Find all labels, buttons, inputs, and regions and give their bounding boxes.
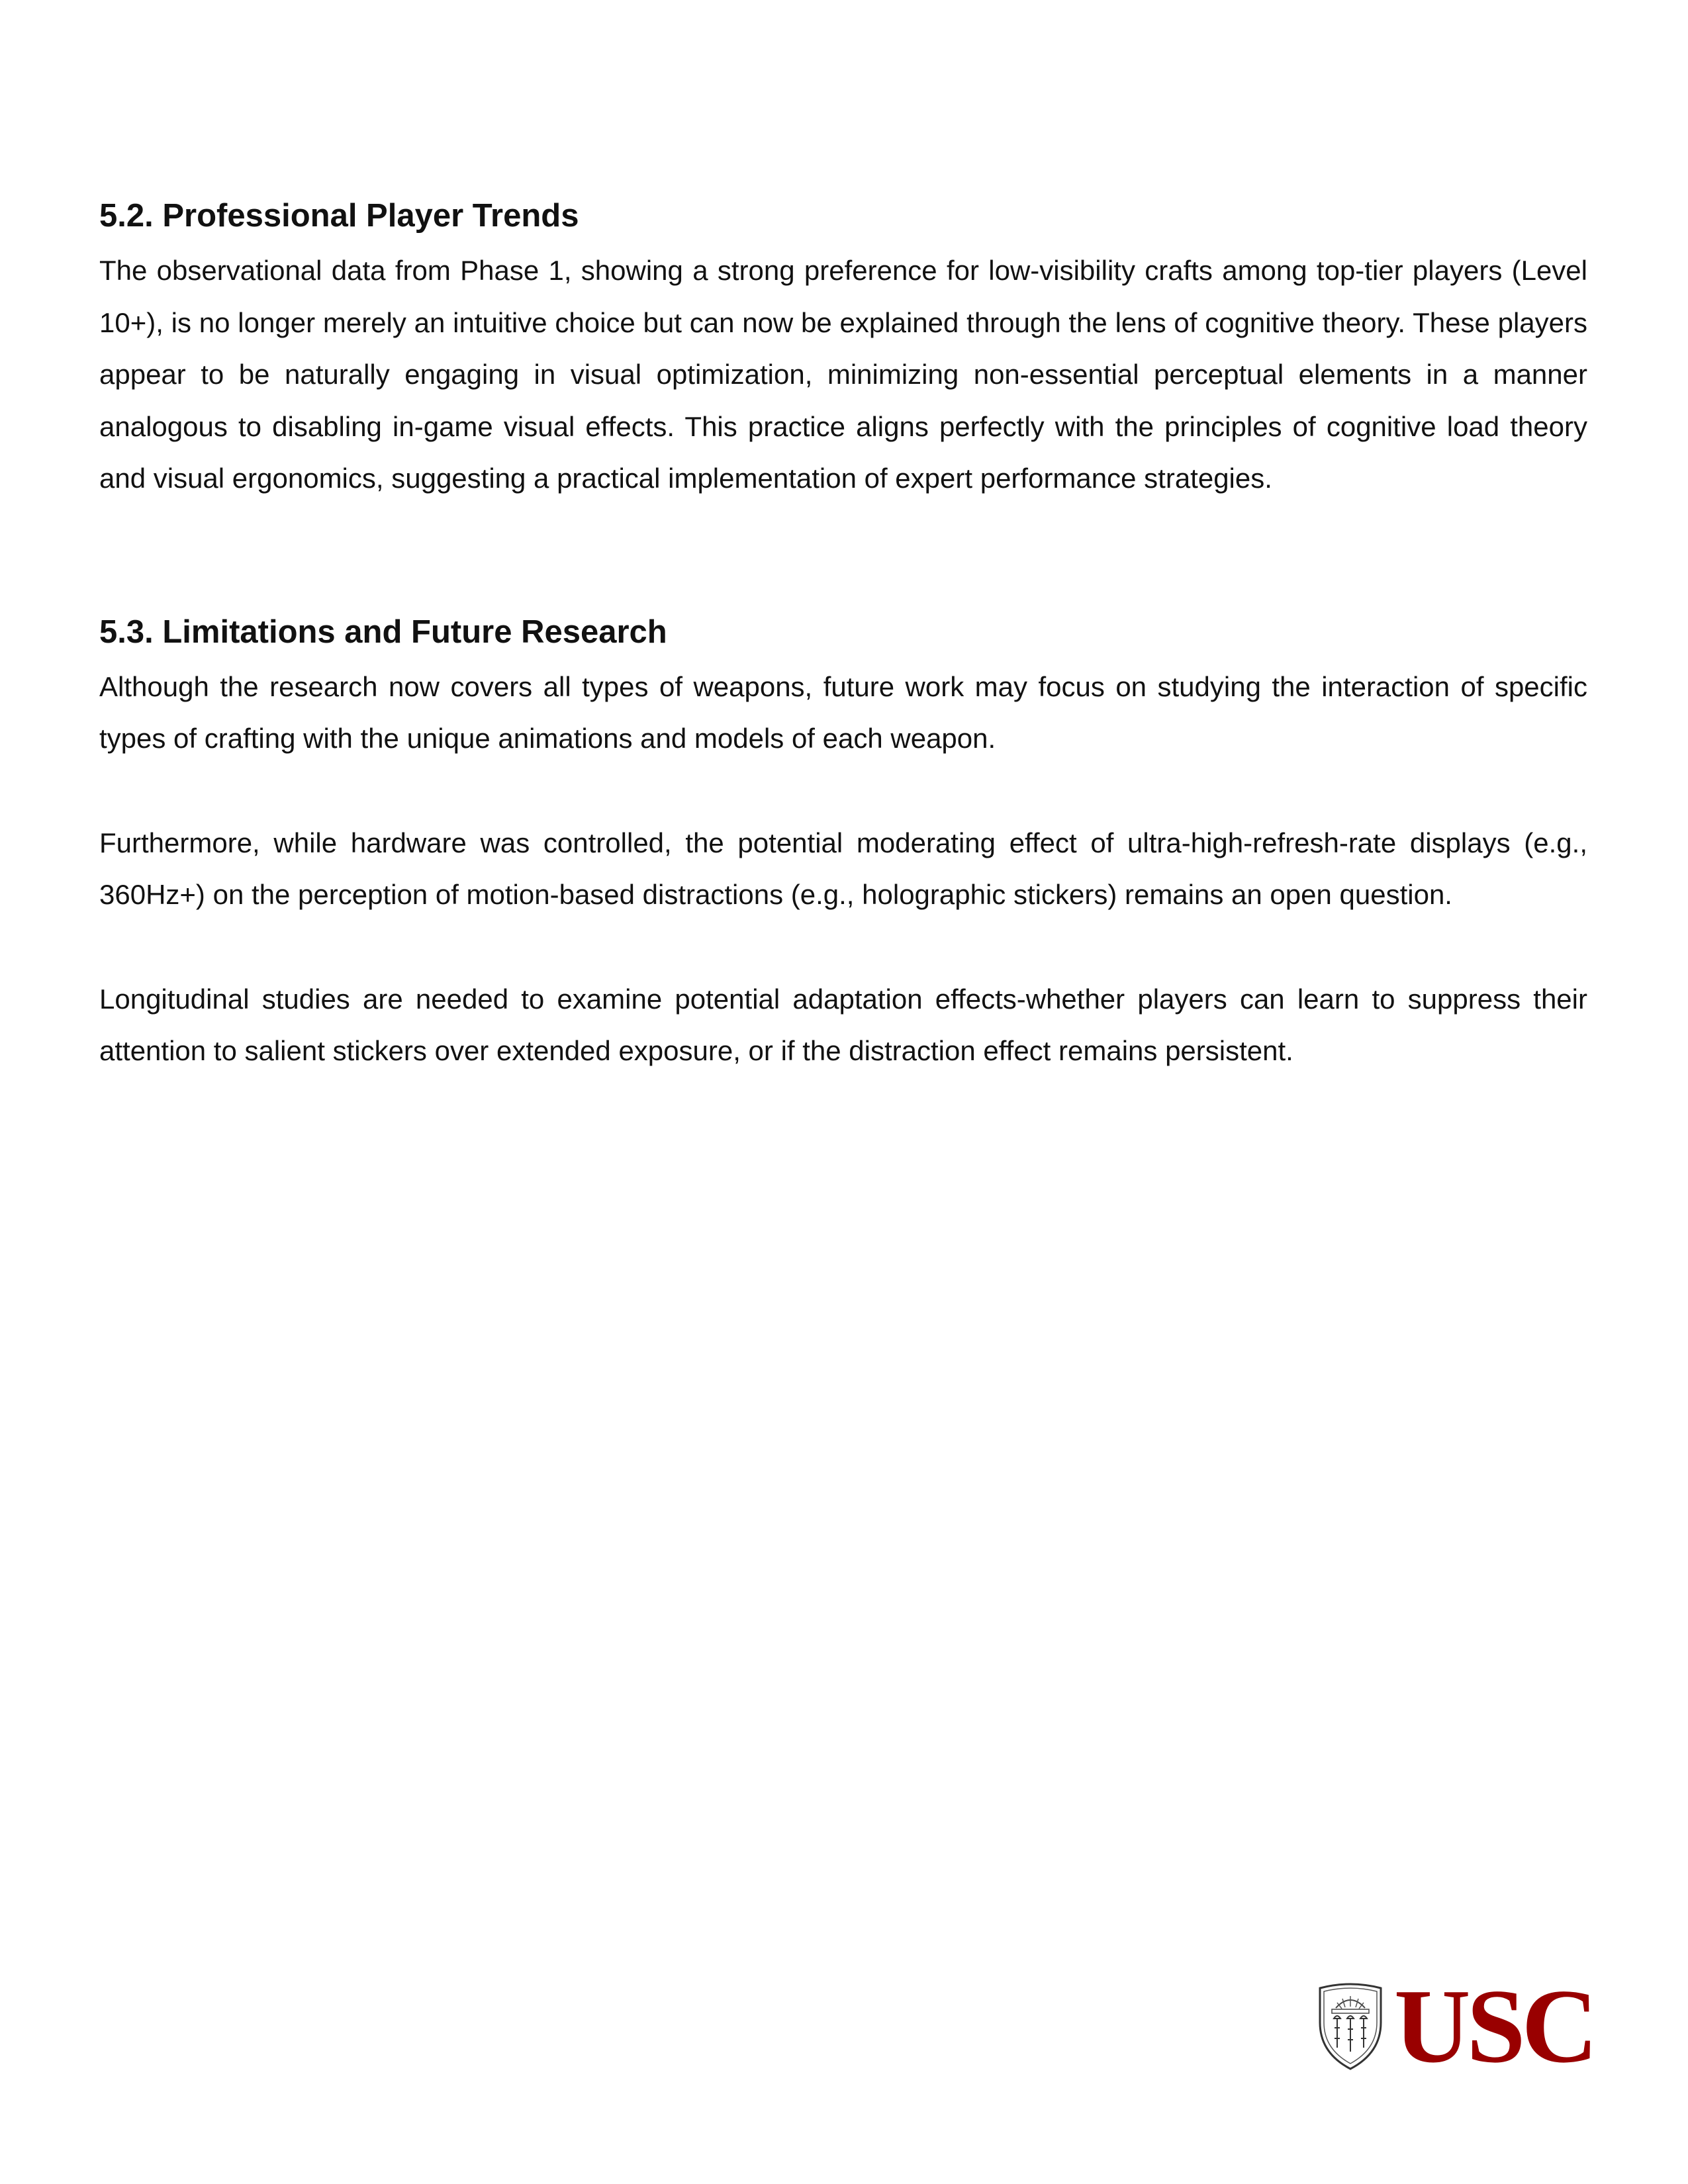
section-paragraph: The observational data from Phase 1, showing a strong preference for low-visibility crafts among top-tier players (Level 10+), is no longer merely an intuitive choice but can now be explained through the lens of cognitive theory. These players appear to be naturally engaging in visual optimization, minimizing non-essential perceptual elements in a manner analogous to disabling in-game visual effects. This practice aligns perfectly with the principles of cognitive load theory and visual ergonomics, suggesting a practical implementation of expert performance strategies.	[99, 255, 1587, 494]
section-heading: 5.2. Professional Player Trends	[99, 198, 579, 234]
section-limitations-future-research	[99, 612, 1587, 1077]
usc-logo	[1316, 1967, 1595, 2085]
section-paragraph: Although the research now covers all types of weapons, future work may focus on studying the interaction of specific types of crafting with the unique animations and models of each weapon.	[99, 670, 1587, 754]
page-content	[99, 196, 1587, 1077]
usc-seal-icon	[1316, 1981, 1385, 2071]
section-paragraph: Longitudinal studies are needed to examine potential adaptation effects-whether players can learn to suppress their attention to salient stickers over extended exposure, or if the distraction effect remains persistent.	[99, 983, 1587, 1066]
section-heading: 5.3. Limitations and Future Research	[99, 614, 667, 650]
section-professional-player-trends	[99, 196, 1587, 505]
section-paragraph: Furthermore, while hardware was controlled, the potential moderating effect of ultra-high-refresh-rate displays (e.g., 360Hz+) on the perception of motion-based distractions (e.g., holographic stickers) remains an open question.	[99, 827, 1587, 910]
usc-wordmark: USC	[1394, 1967, 1595, 2085]
